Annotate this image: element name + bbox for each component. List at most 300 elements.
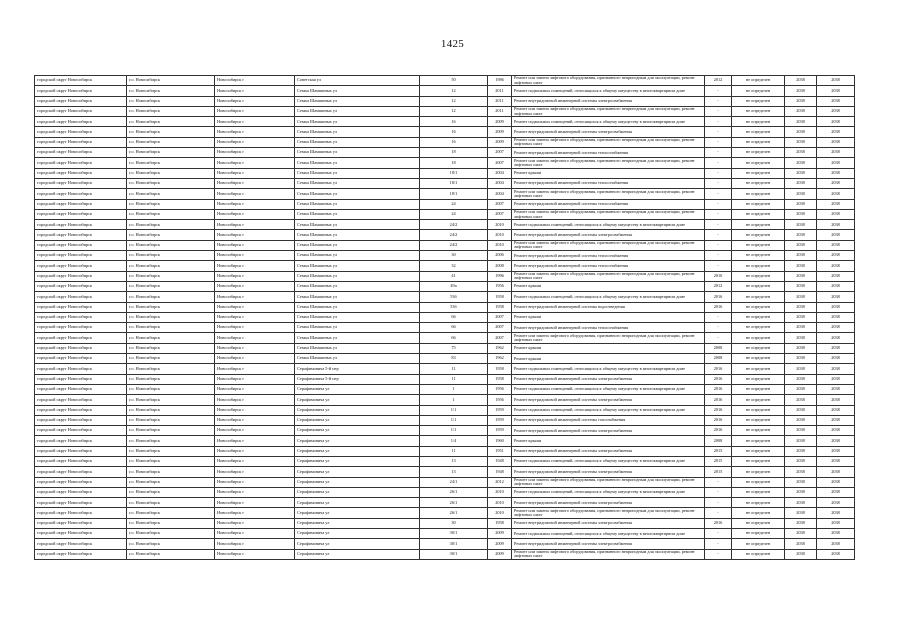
build-year-cell: 2007: [488, 199, 512, 209]
plan-year-start-cell: 2038: [785, 477, 817, 487]
plan-year-start-cell: 2038: [785, 333, 817, 343]
street-cell: Серафимовича ул: [295, 395, 420, 405]
build-year-cell: 2007: [488, 209, 512, 219]
city-cell: Новосибирск г: [215, 426, 295, 436]
house-number-cell: 53б: [420, 292, 488, 302]
locality-cell: г.о. Новосибирск: [127, 549, 215, 559]
plan-year-end-cell: 2038: [817, 518, 855, 528]
plan-year-start-cell: 2038: [785, 395, 817, 405]
cost-cell: не определен: [732, 549, 785, 559]
city-cell: Новосибирск г: [215, 343, 295, 353]
table-row: [35, 106, 855, 116]
last-repair-year-cell: 2012: [705, 281, 732, 291]
district-cell: городской округ Новосибирск: [35, 426, 127, 436]
street-cell: Семьи Шамшиных ул: [295, 178, 420, 188]
district-cell: городской округ Новосибирск: [35, 508, 127, 518]
table-row: [35, 415, 855, 425]
district-cell: городской округ Новосибирск: [35, 529, 127, 539]
table-row: [35, 86, 855, 96]
work-type-cell: Ремонт внутридомовой инженерной системы электроснабжения: [512, 539, 705, 549]
city-cell: Новосибирск г: [215, 86, 295, 96]
table-row: [35, 178, 855, 188]
cost-cell: не определен: [732, 189, 785, 199]
district-cell: городской округ Новосибирск: [35, 312, 127, 322]
build-year-cell: 2009: [488, 117, 512, 127]
street-cell: Семьи Шамшиных ул: [295, 271, 420, 281]
house-number-cell: 12: [420, 106, 488, 116]
build-year-cell: 2007: [488, 333, 512, 343]
locality-cell: г.о. Новосибирск: [127, 539, 215, 549]
build-year-cell: 2009: [488, 549, 512, 559]
last-repair-year-cell: 2008: [705, 343, 732, 353]
district-cell: городской округ Новосибирск: [35, 76, 127, 86]
plan-year-start-cell: 2038: [785, 302, 817, 312]
work-type-cell: Ремонт крыши: [512, 281, 705, 291]
city-cell: Новосибирск г: [215, 261, 295, 271]
cost-cell: не определен: [732, 323, 785, 333]
cost-cell: не определен: [732, 127, 785, 137]
locality-cell: г.о. Новосибирск: [127, 302, 215, 312]
last-repair-year-cell: -: [705, 117, 732, 127]
house-number-cell: 24: [420, 199, 488, 209]
city-cell: Новосибирск г: [215, 333, 295, 343]
district-cell: городской округ Новосибирск: [35, 240, 127, 250]
table-row: [35, 323, 855, 333]
work-type-cell: Ремонт или замена лифтового оборудования, признанного непригодным для эксплуатации, ремонт лифтовых шахт: [512, 477, 705, 487]
locality-cell: г.о. Новосибирск: [127, 76, 215, 86]
plan-year-start-cell: 2038: [785, 456, 817, 466]
build-year-cell: 1958: [488, 364, 512, 374]
build-year-cell: 1960: [488, 436, 512, 446]
cost-cell: не определен: [732, 446, 785, 456]
house-number-cell: 30/1: [420, 549, 488, 559]
capital-repair-table-container: [34, 75, 854, 560]
work-type-cell: Ремонт внутридомовой инженерной системы теплоснабжения: [512, 251, 705, 261]
table-row: [35, 456, 855, 466]
plan-year-start-cell: 2038: [785, 467, 817, 477]
city-cell: Новосибирск г: [215, 76, 295, 86]
cost-cell: не определен: [732, 343, 785, 353]
city-cell: Новосибирск г: [215, 508, 295, 518]
street-cell: Серафимовича ул: [295, 508, 420, 518]
last-repair-year-cell: -: [705, 498, 732, 508]
house-number-cell: 11: [420, 364, 488, 374]
build-year-cell: 2007: [488, 323, 512, 333]
table-row: [35, 487, 855, 497]
build-year-cell: 2009: [488, 539, 512, 549]
district-cell: городской округ Новосибирск: [35, 354, 127, 364]
plan-year-end-cell: 2038: [817, 168, 855, 178]
last-repair-year-cell: -: [705, 539, 732, 549]
work-type-cell: Ремонт внутридомовой инженерной системы газоснабжения: [512, 415, 705, 425]
last-repair-year-cell: -: [705, 86, 732, 96]
plan-year-end-cell: 2038: [817, 127, 855, 137]
build-year-cell: 1956: [488, 395, 512, 405]
city-cell: Новосибирск г: [215, 199, 295, 209]
last-repair-year-cell: 2010: [705, 271, 732, 281]
locality-cell: г.о. Новосибирск: [127, 271, 215, 281]
last-repair-year-cell: -: [705, 106, 732, 116]
plan-year-start-cell: 2038: [785, 529, 817, 539]
cost-cell: не определен: [732, 96, 785, 106]
work-type-cell: Ремонт внутридомовой инженерной системы теплоснабжения: [512, 178, 705, 188]
build-year-cell: 2010: [488, 498, 512, 508]
plan-year-start-cell: 2038: [785, 168, 817, 178]
district-cell: городской округ Новосибирск: [35, 477, 127, 487]
table-row: [35, 230, 855, 240]
plan-year-end-cell: 2038: [817, 374, 855, 384]
build-year-cell: 2012: [488, 477, 512, 487]
build-year-cell: 1959: [488, 415, 512, 425]
house-number-cell: 13: [420, 467, 488, 477]
district-cell: городской округ Новосибирск: [35, 395, 127, 405]
locality-cell: г.о. Новосибирск: [127, 498, 215, 508]
plan-year-start-cell: 2038: [785, 549, 817, 559]
locality-cell: г.о. Новосибирск: [127, 189, 215, 199]
house-number-cell: 26/1: [420, 498, 488, 508]
city-cell: Новосибирск г: [215, 405, 295, 415]
plan-year-end-cell: 2038: [817, 364, 855, 374]
work-type-cell: Ремонт крыши: [512, 312, 705, 322]
plan-year-end-cell: 2038: [817, 456, 855, 466]
locality-cell: г.о. Новосибирск: [127, 312, 215, 322]
house-number-cell: 18: [420, 148, 488, 158]
city-cell: Новосибирск г: [215, 539, 295, 549]
work-type-cell: Ремонт внутридомовой инженерной системы электроснабжения: [512, 374, 705, 384]
cost-cell: не определен: [732, 158, 785, 168]
last-repair-year-cell: 2016: [705, 374, 732, 384]
work-type-cell: Ремонт подвальных помещений, относящихся к общему имуществу в многоквартирном доме: [512, 364, 705, 374]
plan-year-start-cell: 2038: [785, 354, 817, 364]
city-cell: Новосибирск г: [215, 96, 295, 106]
locality-cell: г.о. Новосибирск: [127, 354, 215, 364]
plan-year-end-cell: 2038: [817, 178, 855, 188]
house-number-cell: 83: [420, 354, 488, 364]
plan-year-end-cell: 2038: [817, 487, 855, 497]
city-cell: Новосибирск г: [215, 302, 295, 312]
house-number-cell: 18/1: [420, 178, 488, 188]
street-cell: Семьи Шамшиных ул: [295, 86, 420, 96]
table-row: [35, 529, 855, 539]
plan-year-start-cell: 2038: [785, 261, 817, 271]
last-repair-year-cell: -: [705, 199, 732, 209]
last-repair-year-cell: -: [705, 178, 732, 188]
city-cell: Новосибирск г: [215, 549, 295, 559]
plan-year-start-cell: 2038: [785, 127, 817, 137]
house-number-cell: 18: [420, 158, 488, 168]
house-number-cell: 32: [420, 261, 488, 271]
plan-year-end-cell: 2038: [817, 281, 855, 291]
cost-cell: не определен: [732, 487, 785, 497]
capital-repair-table: [34, 75, 855, 560]
plan-year-end-cell: 2038: [817, 333, 855, 343]
build-year-cell: 2004: [488, 168, 512, 178]
locality-cell: г.о. Новосибирск: [127, 415, 215, 425]
plan-year-start-cell: 2038: [785, 312, 817, 322]
district-cell: городской округ Новосибирск: [35, 405, 127, 415]
street-cell: Семьи Шамшиных ул: [295, 281, 420, 291]
district-cell: городской округ Новосибирск: [35, 137, 127, 147]
district-cell: городской округ Новосибирск: [35, 199, 127, 209]
plan-year-end-cell: 2038: [817, 86, 855, 96]
plan-year-start-cell: 2038: [785, 86, 817, 96]
district-cell: городской округ Новосибирск: [35, 178, 127, 188]
build-year-cell: 1948: [488, 456, 512, 466]
plan-year-end-cell: 2038: [817, 106, 855, 116]
house-number-cell: 16: [420, 137, 488, 147]
locality-cell: г.о. Новосибирск: [127, 86, 215, 96]
locality-cell: г.о. Новосибирск: [127, 117, 215, 127]
locality-cell: г.о. Новосибирск: [127, 281, 215, 291]
plan-year-start-cell: 2038: [785, 106, 817, 116]
plan-year-start-cell: 2038: [785, 230, 817, 240]
build-year-cell: 2008: [488, 261, 512, 271]
locality-cell: г.о. Новосибирск: [127, 199, 215, 209]
last-repair-year-cell: -: [705, 230, 732, 240]
street-cell: Серафимовича ул: [295, 539, 420, 549]
build-year-cell: 1958: [488, 518, 512, 528]
last-repair-year-cell: -: [705, 189, 732, 199]
district-cell: городской округ Новосибирск: [35, 271, 127, 281]
cost-cell: не определен: [732, 168, 785, 178]
plan-year-start-cell: 2038: [785, 148, 817, 158]
plan-year-start-cell: 2038: [785, 343, 817, 353]
last-repair-year-cell: 2016: [705, 292, 732, 302]
city-cell: Новосибирск г: [215, 117, 295, 127]
last-repair-year-cell: 2015: [705, 456, 732, 466]
plan-year-end-cell: 2038: [817, 148, 855, 158]
cost-cell: не определен: [732, 374, 785, 384]
cost-cell: не определен: [732, 209, 785, 219]
street-cell: Серафимовича ул: [295, 487, 420, 497]
locality-cell: г.о. Новосибирск: [127, 261, 215, 271]
work-type-cell: Ремонт подвальных помещений, относящихся к общему имуществу в многоквартирном доме: [512, 405, 705, 415]
city-cell: Новосибирск г: [215, 415, 295, 425]
house-number-cell: 16: [420, 127, 488, 137]
build-year-cell: 2007: [488, 148, 512, 158]
street-cell: Серафимовича ул: [295, 456, 420, 466]
street-cell: Семьи Шамшиных ул: [295, 220, 420, 230]
work-type-cell: Ремонт подвальных помещений, относящихся к общему имуществу в многоквартирном доме: [512, 384, 705, 394]
table-row: [35, 251, 855, 261]
table-row: [35, 137, 855, 147]
plan-year-start-cell: 2038: [785, 76, 817, 86]
plan-year-end-cell: 2038: [817, 529, 855, 539]
street-cell: Семьи Шамшиных ул: [295, 96, 420, 106]
build-year-cell: 2009: [488, 137, 512, 147]
street-cell: Серафимовича ул: [295, 467, 420, 477]
plan-year-end-cell: 2038: [817, 384, 855, 394]
street-cell: Серафимовича ул: [295, 498, 420, 508]
plan-year-end-cell: 2038: [817, 302, 855, 312]
table-row: [35, 312, 855, 322]
plan-year-end-cell: 2038: [817, 271, 855, 281]
house-number-cell: 26/1: [420, 487, 488, 497]
district-cell: городской округ Новосибирск: [35, 230, 127, 240]
plan-year-end-cell: 2038: [817, 323, 855, 333]
city-cell: Новосибирск г: [215, 436, 295, 446]
table-row: [35, 343, 855, 353]
locality-cell: г.о. Новосибирск: [127, 168, 215, 178]
plan-year-end-cell: 2038: [817, 158, 855, 168]
house-number-cell: 26/1: [420, 508, 488, 518]
city-cell: Новосибирск г: [215, 456, 295, 466]
house-number-cell: 16: [420, 117, 488, 127]
plan-year-start-cell: 2038: [785, 292, 817, 302]
locality-cell: г.о. Новосибирск: [127, 158, 215, 168]
work-type-cell: Ремонт или замена лифтового оборудования, признанного непригодным для эксплуатации, ремонт лифтовых шахт: [512, 137, 705, 147]
work-type-cell: Ремонт или замена лифтового оборудования, признанного непригодным для эксплуатации, ремонт лифтовых шахт: [512, 158, 705, 168]
build-year-cell: 2010: [488, 230, 512, 240]
plan-year-start-cell: 2038: [785, 446, 817, 456]
build-year-cell: 1996: [488, 271, 512, 281]
city-cell: Новосибирск г: [215, 312, 295, 322]
house-number-cell: 30/1: [420, 539, 488, 549]
cost-cell: не определен: [732, 271, 785, 281]
work-type-cell: Ремонт крыши: [512, 354, 705, 364]
work-type-cell: Ремонт или замена лифтового оборудования, признанного непригодным для эксплуатации, ремонт лифтовых шахт: [512, 209, 705, 219]
plan-year-start-cell: 2038: [785, 158, 817, 168]
plan-year-start-cell: 2038: [785, 271, 817, 281]
build-year-cell: 2011: [488, 86, 512, 96]
district-cell: городской округ Новосибирск: [35, 384, 127, 394]
plan-year-start-cell: 2038: [785, 384, 817, 394]
locality-cell: г.о. Новосибирск: [127, 436, 215, 446]
last-repair-year-cell: -: [705, 487, 732, 497]
street-cell: Семьи Шамшиных ул: [295, 199, 420, 209]
district-cell: городской округ Новосибирск: [35, 446, 127, 456]
locality-cell: г.о. Новосибирск: [127, 343, 215, 353]
city-cell: Новосибирск г: [215, 518, 295, 528]
plan-year-end-cell: 2038: [817, 261, 855, 271]
work-type-cell: Ремонт внутридомовой инженерной системы электроснабжения: [512, 498, 705, 508]
house-number-cell: 1/1: [420, 405, 488, 415]
build-year-cell: 1951: [488, 446, 512, 456]
plan-year-start-cell: 2038: [785, 199, 817, 209]
cost-cell: не определен: [732, 148, 785, 158]
build-year-cell: 1959: [488, 405, 512, 415]
house-number-cell: 41: [420, 271, 488, 281]
build-year-cell: 2009: [488, 529, 512, 539]
street-cell: Семьи Шамшиных ул: [295, 106, 420, 116]
street-cell: Семьи Шамшиных ул: [295, 323, 420, 333]
house-number-cell: 11: [420, 446, 488, 456]
plan-year-start-cell: 2038: [785, 251, 817, 261]
last-repair-year-cell: 2015: [705, 446, 732, 456]
locality-cell: г.о. Новосибирск: [127, 518, 215, 528]
plan-year-end-cell: 2038: [817, 549, 855, 559]
city-cell: Новосибирск г: [215, 240, 295, 250]
plan-year-end-cell: 2038: [817, 467, 855, 477]
work-type-cell: Ремонт внутридомовой инженерной системы электроснабжения: [512, 96, 705, 106]
locality-cell: г.о. Новосибирск: [127, 251, 215, 261]
city-cell: Новосибирск г: [215, 292, 295, 302]
build-year-cell: 1986: [488, 76, 512, 86]
build-year-cell: 1958: [488, 302, 512, 312]
work-type-cell: Ремонт внутридомовой инженерной системы электроснабжения: [512, 230, 705, 240]
build-year-cell: 2010: [488, 487, 512, 497]
district-cell: городской округ Новосибирск: [35, 302, 127, 312]
table-row: [35, 240, 855, 250]
last-repair-year-cell: 2016: [705, 384, 732, 394]
city-cell: Новосибирск г: [215, 281, 295, 291]
table-row: [35, 220, 855, 230]
street-cell: Серафимовича ул: [295, 384, 420, 394]
table-row: [35, 281, 855, 291]
build-year-cell: 2009: [488, 127, 512, 137]
street-cell: Семьи Шамшиных ул: [295, 251, 420, 261]
table-row: [35, 436, 855, 446]
cost-cell: не определен: [732, 456, 785, 466]
work-type-cell: Ремонт внутридомовой инженерной системы водоотведения: [512, 302, 705, 312]
work-type-cell: Ремонт или замена лифтового оборудования, признанного непригодным для эксплуатации, ремонт лифтовых шахт: [512, 271, 705, 281]
cost-cell: не определен: [732, 86, 785, 96]
plan-year-start-cell: 2038: [785, 240, 817, 250]
plan-year-end-cell: 2038: [817, 189, 855, 199]
district-cell: городской округ Новосибирск: [35, 220, 127, 230]
district-cell: городской округ Новосибирск: [35, 518, 127, 528]
street-cell: Семьи Шамшиных ул: [295, 127, 420, 137]
last-repair-year-cell: -: [705, 477, 732, 487]
district-cell: городской округ Новосибирск: [35, 436, 127, 446]
street-cell: Семьи Шамшиных ул: [295, 137, 420, 147]
district-cell: городской округ Новосибирск: [35, 374, 127, 384]
last-repair-year-cell: 2015: [705, 467, 732, 477]
locality-cell: г.о. Новосибирск: [127, 446, 215, 456]
last-repair-year-cell: -: [705, 251, 732, 261]
last-repair-year-cell: -: [705, 168, 732, 178]
last-repair-year-cell: -: [705, 148, 732, 158]
plan-year-end-cell: 2038: [817, 498, 855, 508]
table-row: [35, 498, 855, 508]
district-cell: городской округ Новосибирск: [35, 487, 127, 497]
locality-cell: г.о. Новосибирск: [127, 292, 215, 302]
work-type-cell: Ремонт внутридомовой инженерной системы электроснабжения: [512, 426, 705, 436]
city-cell: Новосибирск г: [215, 251, 295, 261]
table-row: [35, 333, 855, 343]
cost-cell: не определен: [732, 220, 785, 230]
work-type-cell: Ремонт внутридомовой инженерной системы теплоснабжения: [512, 199, 705, 209]
street-cell: Серафимовича 5-й пер: [295, 364, 420, 374]
plan-year-start-cell: 2038: [785, 518, 817, 528]
street-cell: Семьи Шамшиных ул: [295, 292, 420, 302]
cost-cell: не определен: [732, 529, 785, 539]
work-type-cell: Ремонт или замена лифтового оборудования, признанного непригодным для эксплуатации, ремонт лифтовых шахт: [512, 508, 705, 518]
table-row: [35, 549, 855, 559]
city-cell: Новосибирск г: [215, 209, 295, 219]
street-cell: Семьи Шамшиных ул: [295, 302, 420, 312]
plan-year-end-cell: 2038: [817, 199, 855, 209]
last-repair-year-cell: -: [705, 549, 732, 559]
plan-year-end-cell: 2038: [817, 477, 855, 487]
district-cell: городской округ Новосибирск: [35, 117, 127, 127]
street-cell: Серафимовича ул: [295, 518, 420, 528]
table-row: [35, 117, 855, 127]
last-repair-year-cell: -: [705, 508, 732, 518]
work-type-cell: Ремонт или замена лифтового оборудования, признанного непригодным для эксплуатации, ремонт лифтовых шахт: [512, 333, 705, 343]
house-number-cell: 66: [420, 323, 488, 333]
plan-year-end-cell: 2038: [817, 209, 855, 219]
table-row: [35, 261, 855, 271]
district-cell: городской округ Новосибирск: [35, 189, 127, 199]
plan-year-start-cell: 2038: [785, 498, 817, 508]
street-cell: Семьи Шамшиных ул: [295, 117, 420, 127]
cost-cell: не определен: [732, 477, 785, 487]
plan-year-end-cell: 2038: [817, 426, 855, 436]
build-year-cell: 1962: [488, 354, 512, 364]
city-cell: Новосибирск г: [215, 271, 295, 281]
page-number: 1425: [440, 38, 465, 50]
